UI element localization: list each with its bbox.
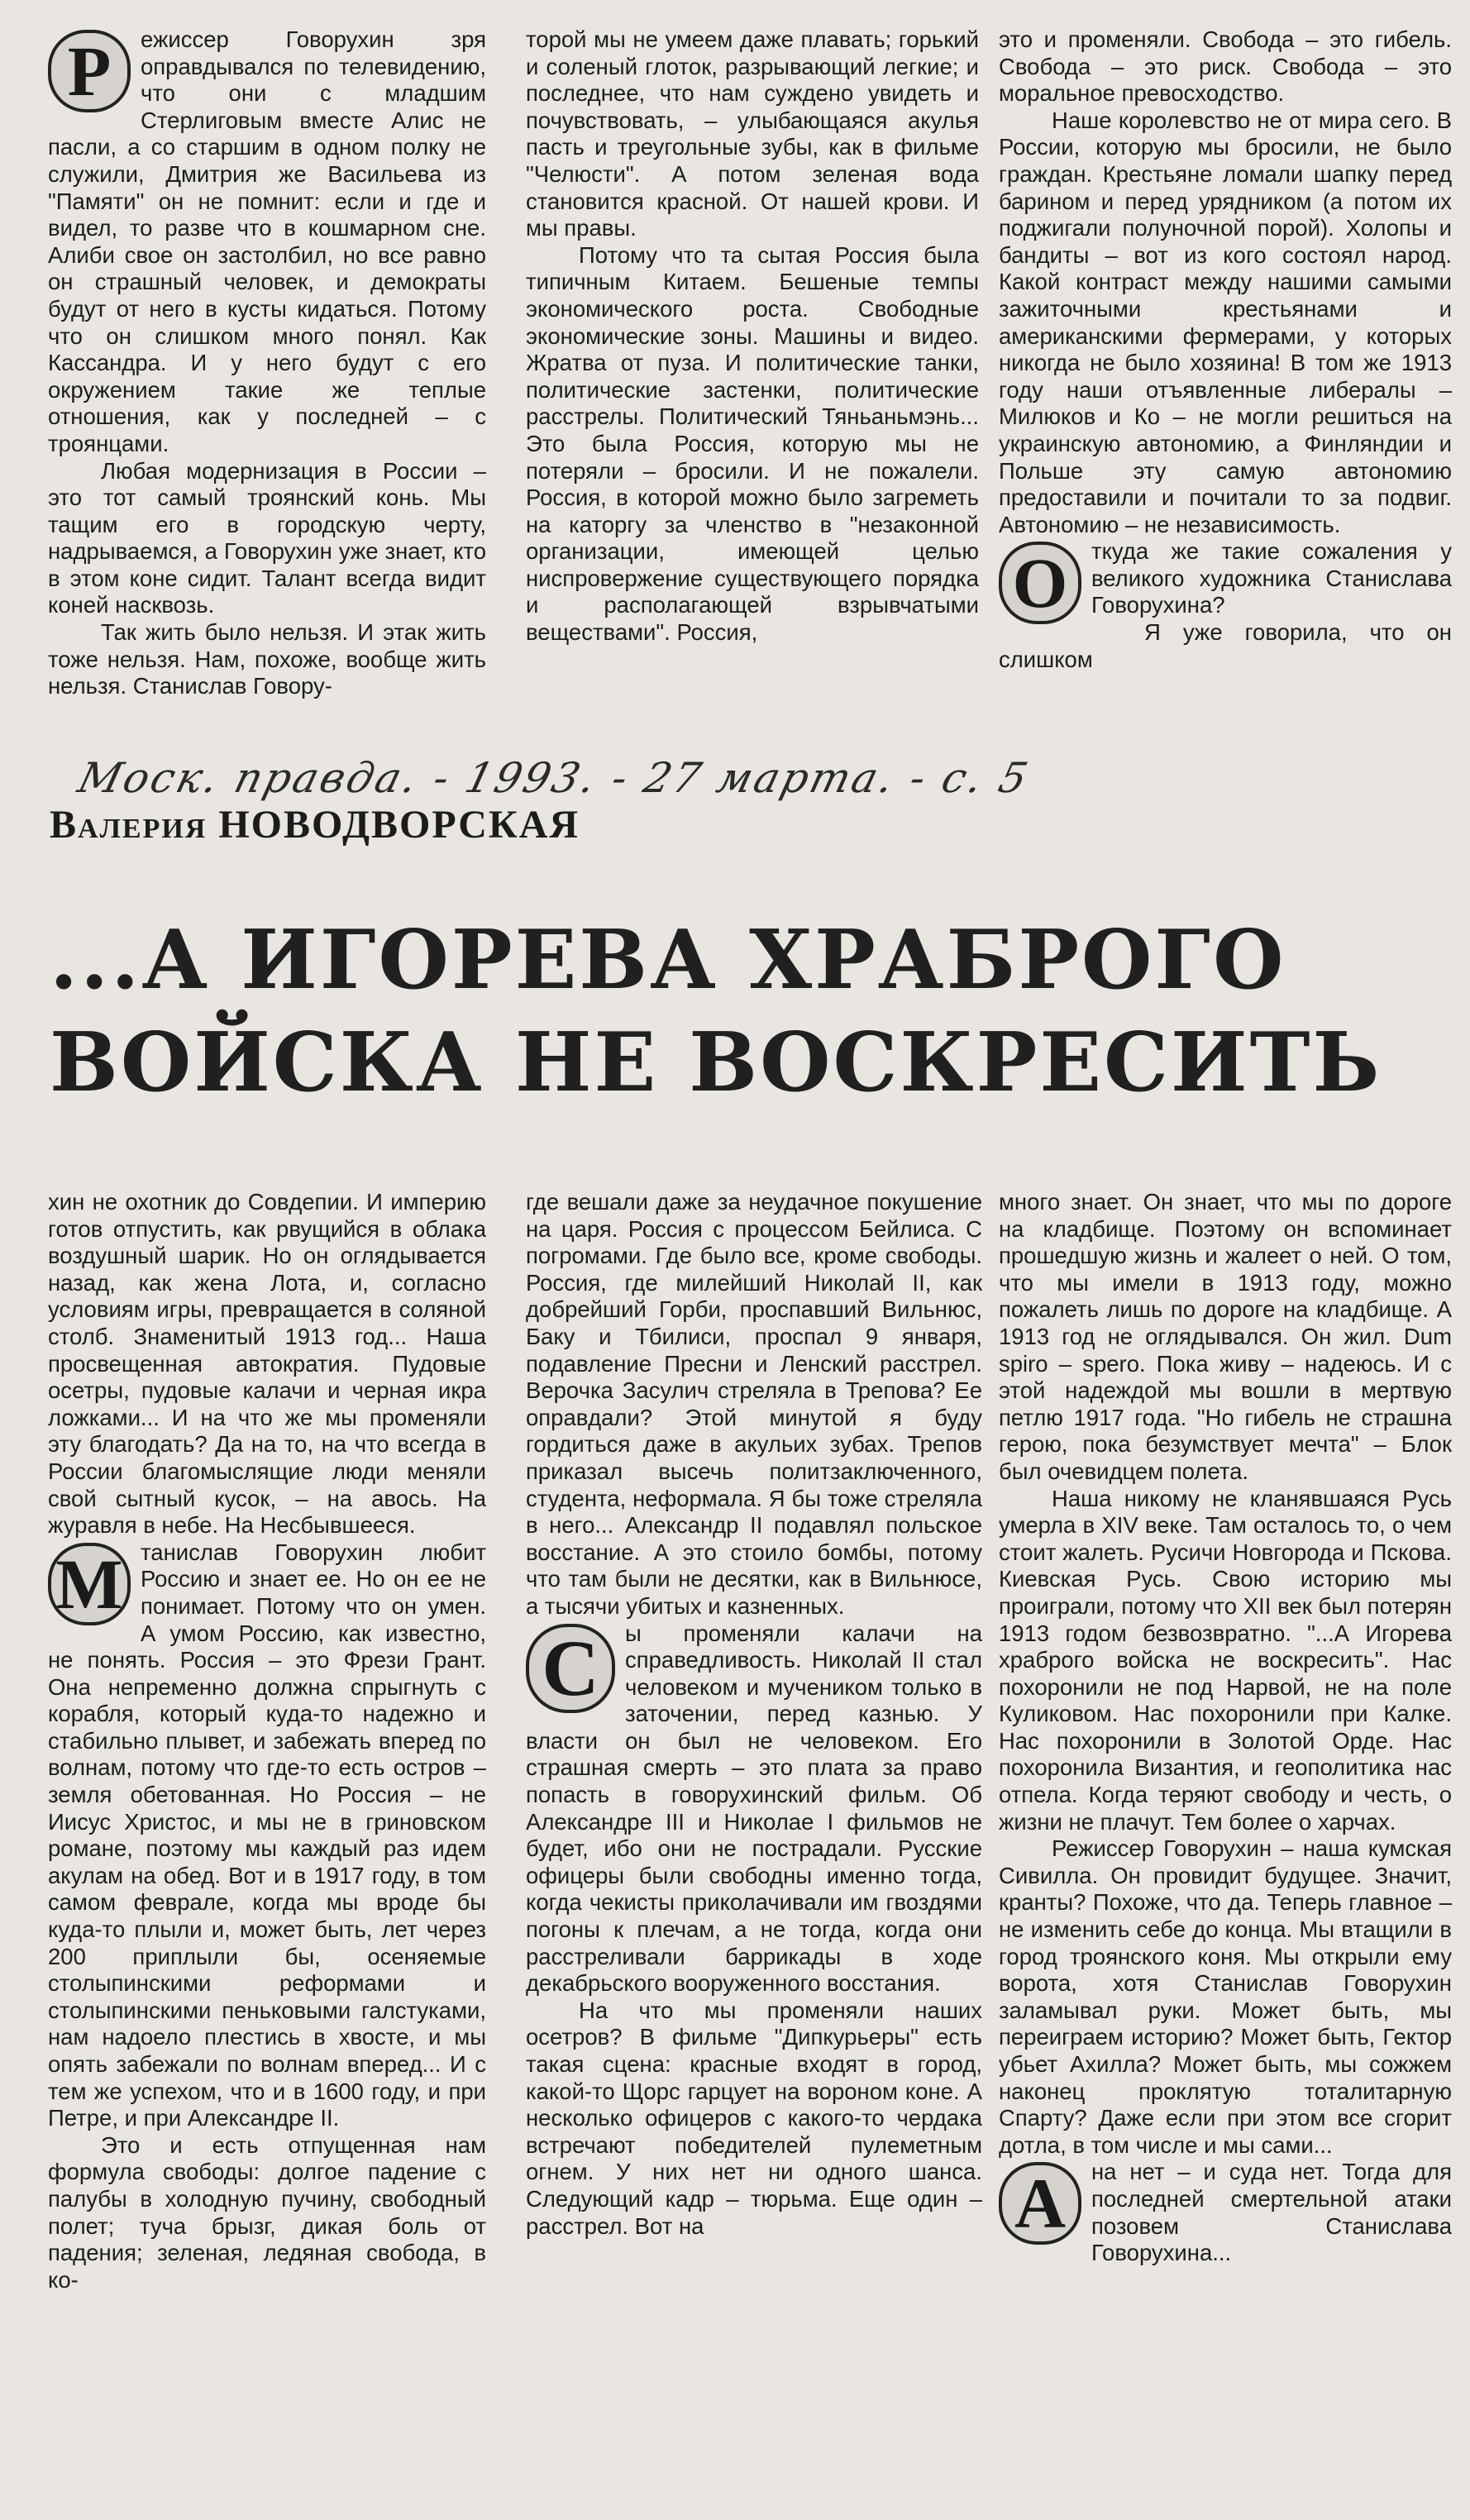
dropcap: А: [999, 2162, 1081, 2245]
paragraph: На что мы променяли наших осетров? В фильме "Дипкурьеры" есть такая сцена: красные входят в город, какой-то Щорс гарцует на вороном коне. А несколько офицеров с какого-то чердака встречают победителей пулеметным огнем. У них нет ни одного шанса. Следующий кадр – тюрьма. Еще один – расстрел. Вот на: [526, 1997, 982, 2239]
bottom-column-2: [526, 1189, 982, 2512]
top-column-1: [48, 26, 486, 761]
author-byline: Валерия НОВОДВОРСКАЯ: [50, 803, 580, 847]
bottom-column-1: [48, 1189, 486, 2512]
article-headline: [50, 909, 1439, 1114]
paragraph: Р ежиссер Говорухин зря оправдывался по телевидению, что они с младшим Стерлиговым вместе Алис не пасли, а со старшим в одном полку не служили, Дмитрия же Васильева из "Памяти" он не помнит: если и где и видел, то разве что в кошмарном сне. Алиби свое он застолбил, но все равно он страшный человек, и демократы будут от него в кусты кидаться. Потому что он слишком много понял. Как Кассандра. И у него будут с его окружением такие же теплые отношения, как у последней – с троянцами.: [48, 26, 486, 456]
dropcap: М: [48, 1543, 131, 1625]
paragraph: О ткуда же такие сожаления у великого художника Станислава Говорухина?: [999, 538, 1452, 619]
handwritten-source-note: Моск. правда. - 1993. - 27 марта. - с. 5: [73, 754, 1035, 802]
headline-line-1: ...А ИГОРЕВА ХРАБРОГО: [50, 913, 1286, 1008]
paragraph: Я уже говорила, что он слишком: [999, 619, 1452, 672]
bottom-column-3: [999, 1189, 1452, 2512]
paragraph: Это и есть отпущенная нам формула свободы: долгое падение с палубы в холодную пучину, свободный полет; туча брызг, дикая боль от падения; зеленая, ледяная свобода, в ко-: [48, 2131, 486, 2293]
top-column-2: [526, 26, 979, 761]
paragraph: где вешали даже за неудачное покушение на царя. Россия с процессом Бейлиса. С погромами. Где было все, кроме свободы. Россия, где милейший Николай II, как добрейший Горби, проспавший Вильнюс, Баку и Тбилиси, проспал 9 января, подавление Пресни и Ленский расстрел. Верочка Засулич стреляла в Трепова? Ее оправдали? Этой минутой я буду гордиться даже в акульих зубах. Трепов приказал высечь политзаключенного, студента, неформала. Я бы тоже стреляла в него... Александр II подавлял польское восстание. А это стоило бомбы, потому что там были не десятки, как в Вильнюсе, а тысячи убитых и казненных.: [526, 1189, 982, 1619]
paragraph: Так жить было нельзя. И этак жить тоже нельзя. Нам, похоже, вообще жить нельзя. Станислав Говору-: [48, 619, 486, 699]
paragraph: Наша никому не кланявшаяся Русь умерла в XIV веке. Там осталось то, о чем стоит жалеть. Русичи Новгорода и Пскова. Киевская Русь. Свою историю мы проиграли, потому что XII век был потерян 1913 годом безвозвратно. "...А Игорева храброго войска не воскресить". Нас похоронили не под Нарвой, не на поле Куликовом. Нас похоронили при Калке. Нас похоронили в Золотой Орде. Нас похоронила Византия, и геополитика нас отпела. Когда теряют свободу и честь, о жизни не плачут. Тем более о харчах.: [999, 1485, 1452, 1835]
paragraph: Режиссер Говорухин – наша кумская Сивилла. Он провидит будущее. Значит, кранты? Похоже, что да. Теперь главное – не изменить себе до конца. Мы втащили в город троянского коня. Мы открыли ему ворота, хотя Станислав Говорухин заламывал руки. Может быть, мы переиграем историю? Может быть, Гектор убьет Ахилла? Может быть, мы сожжем наконец проклятую тоталитарную Спарту? Даже если при этом все сгорит дотла, в том числе и мы сами...: [999, 1835, 1452, 2158]
dropcap: С: [526, 1624, 615, 1713]
paragraph: много знает. Он знает, что мы по дороге на кладбище. Поэтому он вспоминает прошедшую жизнь и жалеет о ней. О том, что мы имели в 1913 году, можно пожалеть лишь по дороге на кладбище. А 1913 год не оглядывался. Он жил. Dum spiro – spero. Пока живу – надеюсь. И с этой надеждой мы вошли в мертвую петлю 1917 года. "Но гибель не страшна герою, пока безумствует мечта" – Блок был очевидцем полета.: [999, 1189, 1452, 1484]
paragraph: Потому что та сытая Россия была типичным Китаем. Бешеные темпы экономического роста. Свободные экономические зоны. Машины и видео. Жратва от пуза. И политические танки, политические застенки, политические расстрелы. Политический Тяньаньмэнь... Это была Россия, которую мы не потеряли – бросили. И не пожалели. Россия, в которой можно было загреметь на каторгу за членство в "незаконной организации, имеющей целью ниспровержение существующего порядка и располагающей взрывчатыми веществами". Россия,: [526, 241, 979, 646]
paragraph: С ы променяли калачи на справедливость. Николай II стал человеком и мучеником только в заточении, перед казнью. У власти он был не человеком. Его страшная смерть – это плата за право попасть в говорухинский фильм. Об Александре III и Николае I фильмов не будет, ибо они не пострадали. Русские офицеры были свободны именно тогда, когда чекисты приколачивали им гвоздями погоны к плечам, а не тогда, когда они расстреливали баррикады в ходе декабрьского вооруженного восстания.: [526, 1620, 982, 1997]
paragraph: Любая модернизация в России – это тот самый троянский конь. Мы тащим его в городскую черту, надрываемся, а Говорухин уже знает, кто в этом коне сидит. Талант всегда видит коней насквозь.: [48, 457, 486, 618]
paragraph: А на нет – и суда нет. Тогда для последней смертельной атаки позовем Станислава Говорухина...: [999, 2159, 1452, 2266]
paragraph: М танислав Говорухин любит Россию и знает ее. Но он ее не понимает. Потому что он умен. А умом Россию, как известно, не понять. Россия – это Фрези Грант. Она непременно должна спрыгнуть с корабля, который куда-то надежно и стабильно плывет, и забежать вперед по волнам, потому что где-то есть остров – земля обетованная. Но Россия – не Иисус Христос, и мы не в гриновском романе, поэтому мы каждый раз идем акулам на обед. Вот и в 1917 году, в том самом феврале, когда мы вроде бы куда-то плыли и, может быть, лет через 200 приплыли бы, осеняемые столыпинскими реформами и столыпинскими пеньковыми галстуками, нам надоело плестись в хвосте, и мы опять забежали по волнам вперед... И с тем же успехом, что и в 1600 году, и при Петре, и при Александре II.: [48, 1539, 486, 2131]
paragraph: хин не охотник до Совдепии. И империю готов отпустить, как рвущийся в облака воздушный шарик. Но он оглядывается назад, как жена Лота, и, согласно условиям игры, превращается в соляной столб. Знаменитый 1913 год... Наша просвещенная автократия. Пудовые осетры, пудовые калачи и черная икра ложками... И на что же мы променяли эту благодать? Да на то, на что всегда в России благомыслящие люди меняли свой сытный кусок, – на авось. На журавля в небе. На Несбывшееся.: [48, 1189, 486, 1539]
paragraph: это и променяли. Свобода – это гибель. Свобода – это риск. Свобода – это моральное превосходство.: [999, 26, 1452, 107]
headline-line-2: ВОЙСКА НЕ ВОСКРЕСИТЬ: [50, 1015, 1382, 1110]
paragraph: торой мы не умеем даже плавать; горький и соленый глоток, разрывающий легкие; и последнее, что нам суждено увидеть и почувствовать, – улыбающаяся акулья пасть и треугольные зубы, как в фильме "Челюсти". А потом зеленая вода становится красной. От нашей крови. И мы правы.: [526, 26, 979, 241]
paragraph: Наше королевство не от мира сего. В России, которую мы бросили, не было граждан. Крестьяне ломали шапку перед барином и перед урядником (а потом их поджигали полуночной порой). Холопы и бандиты – вот из кого состоял народ. Какой контраст между нашими самыми зажиточными крестьянами и американскими фермерами, у которых никогда не было хозяина! В том же 1913 году наши отъявленные либералы – Милюков и Ко – не могли решиться на украинскую автономию, а Финляндии и Польше эту самую автономию предоставили и почитали то за подвиг. Автономию – не независимость.: [999, 107, 1452, 537]
dropcap: Р: [48, 30, 131, 112]
dropcap: О: [999, 542, 1081, 624]
top-column-3: [999, 26, 1452, 761]
